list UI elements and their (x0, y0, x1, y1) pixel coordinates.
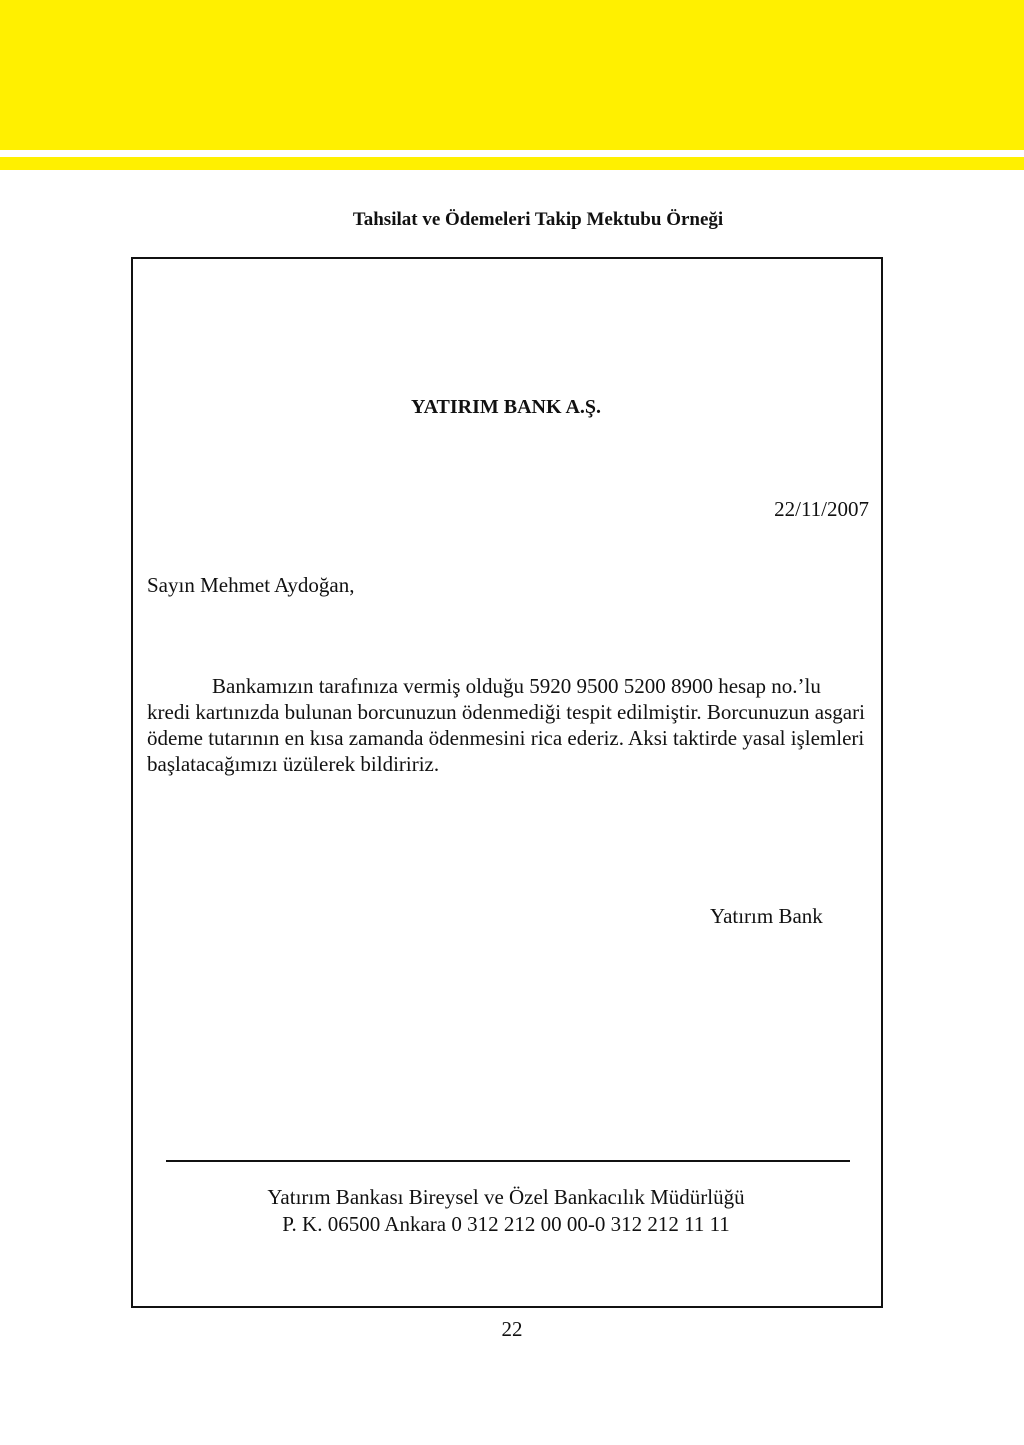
header-yellow-band (0, 0, 1024, 150)
footer-address-line-1: Yatırım Bankası Bireysel ve Özel Bankacılık Müdürlüğü (267, 1185, 745, 1209)
salutation: Sayın Mehmet Aydoğan, (147, 573, 355, 597)
page-number: 22 (501, 1317, 523, 1341)
header-yellow-stripe (0, 157, 1024, 170)
letter-date: 22/11/2007 (774, 497, 869, 521)
letter-frame (131, 257, 883, 1308)
bank-name: YATIRIM BANK A.Ş. (410, 396, 602, 418)
footer-divider (166, 1160, 850, 1162)
signature: Yatırım Bank (710, 904, 823, 928)
page-title: Tahsilat ve Ödemeleri Takip Mektubu Örneği (352, 209, 724, 230)
letter-body: Bankamızın tarafınıza vermiş olduğu 5920 9500 5200 8900 hesap no.’lu kredi kartınızda bulunan borcunuzun ödenmediği tespit edilmiştir. Borcunuzun asgari ödeme tutarının en kısa zamanda ödenmesini rica ederiz. Aksi taktirde yasal işlemleri başlatacağımızı üzülerek bildiririz. (147, 674, 865, 776)
footer-address-line-2: P. K. 06500 Ankara 0 312 212 00 00-0 312 212 11 11 (282, 1212, 730, 1236)
